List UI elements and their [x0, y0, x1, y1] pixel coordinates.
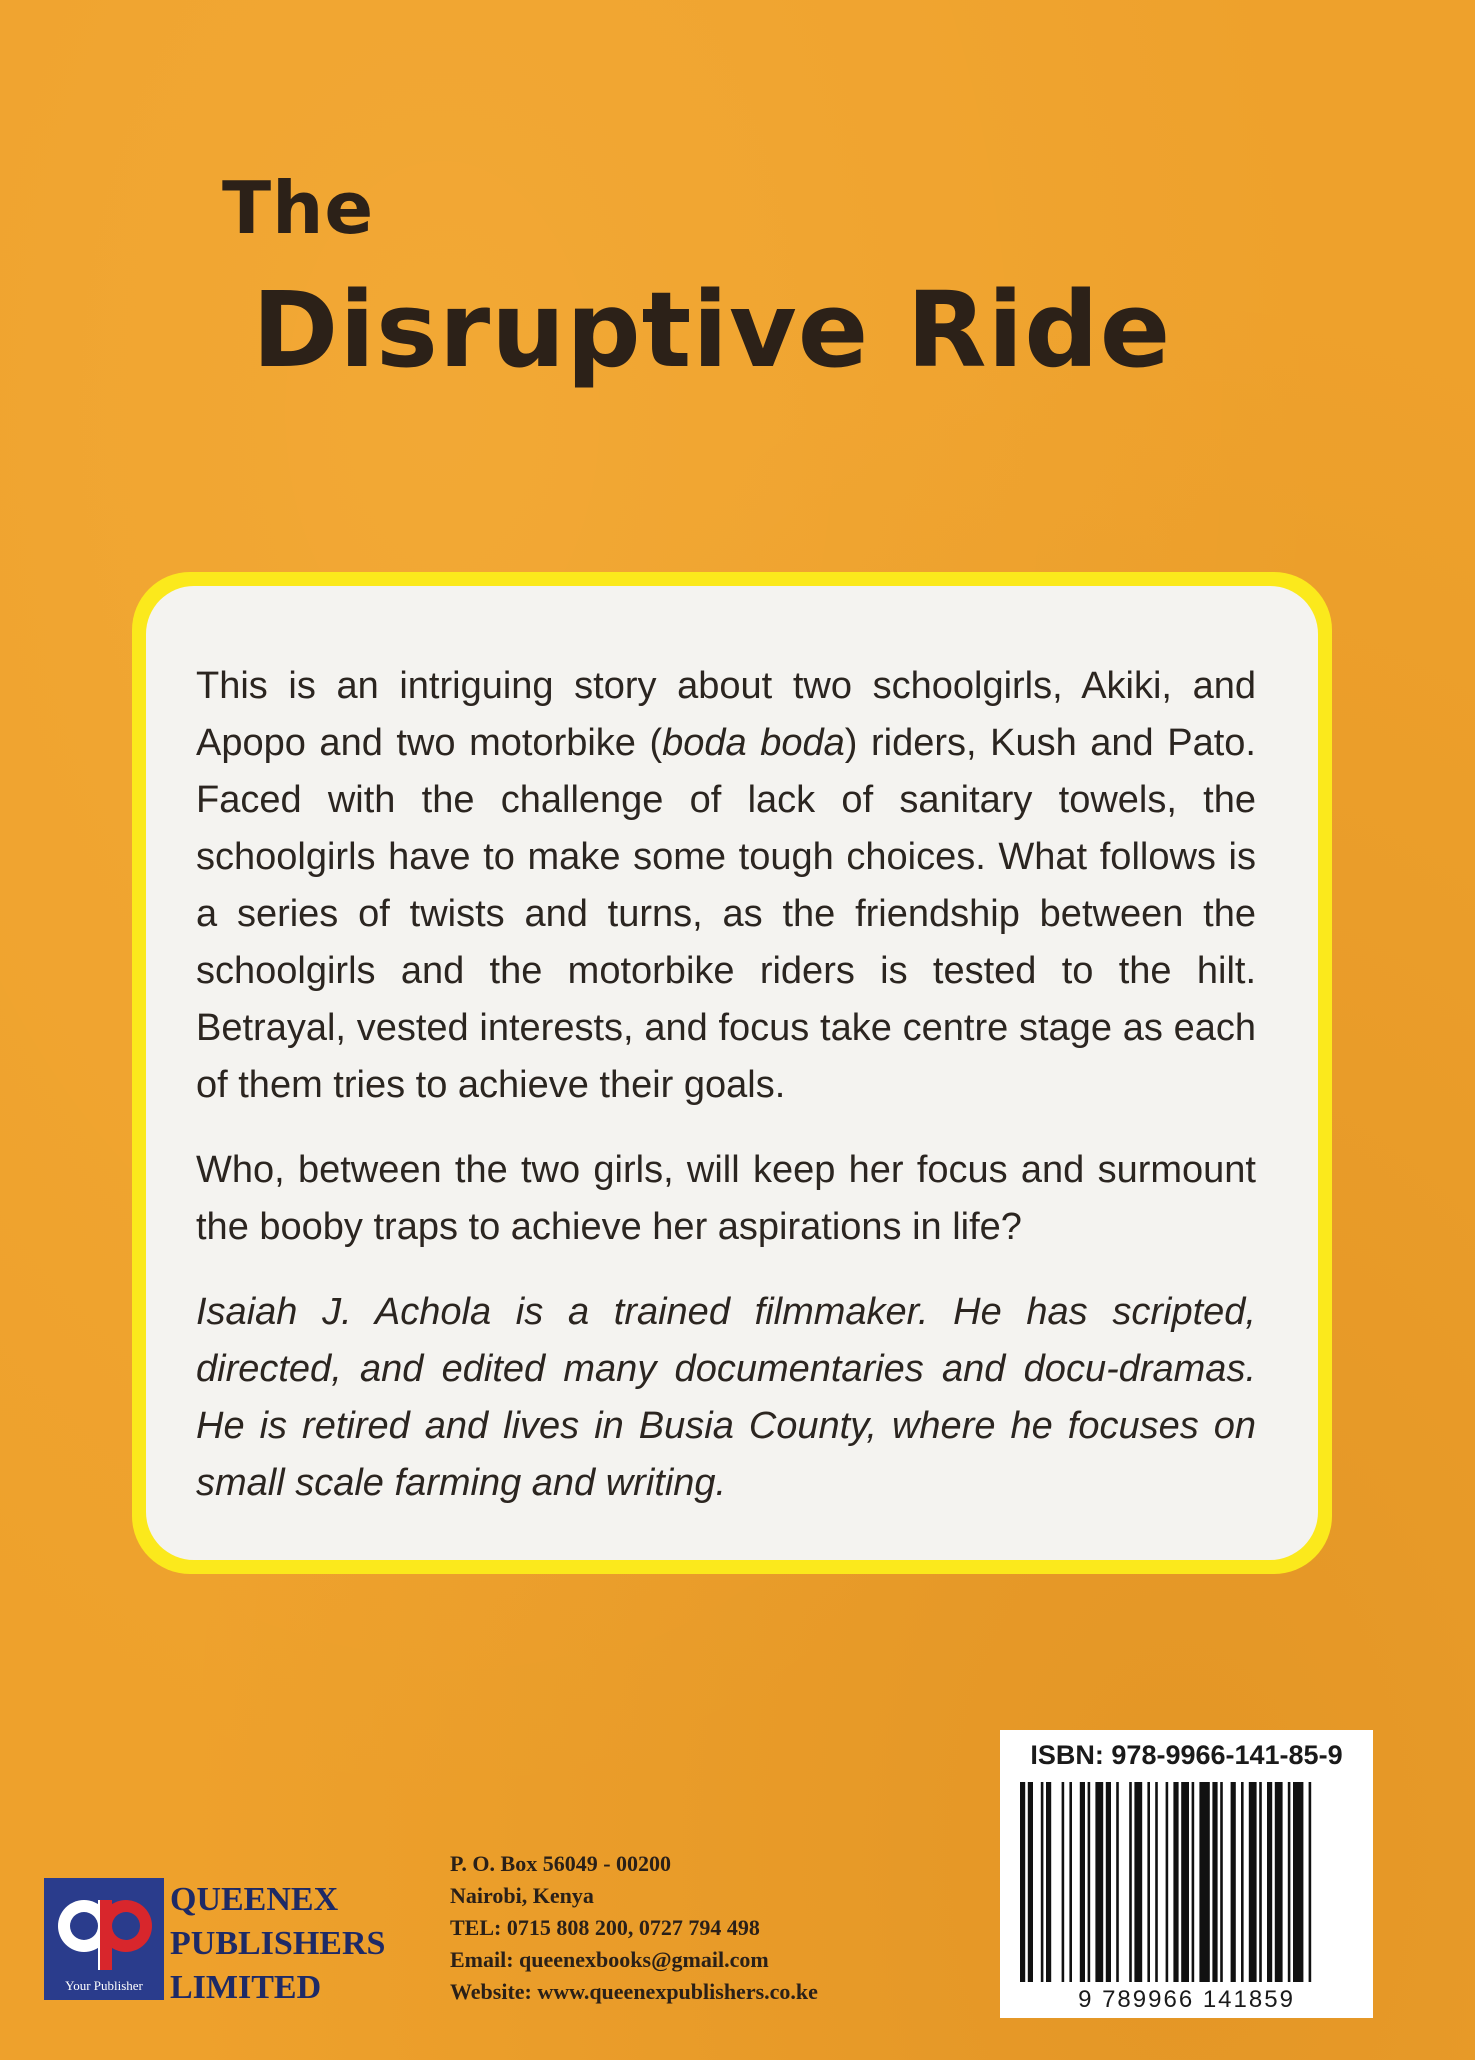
publisher-name-line: LIMITED — [170, 1969, 322, 2006]
blurb-text: ) riders, Kush and Pato. Faced with the challenge of lack of sanitary towels, the schoolgirls have to make some tough choices. What follows is a series of twists and turns, as the friendship between the schoolgirls and the motorbike riders is tested to the hilt. Betrayal, vested interests, and focus take centre stage as each of them tries to achieve their goals. — [196, 722, 1256, 1106]
barcode-bar — [1231, 1782, 1236, 1982]
publisher-contact — [450, 1848, 818, 2008]
barcode-bar — [1069, 1782, 1072, 1982]
barcode-bar — [1147, 1782, 1150, 1982]
barcode-bar — [1181, 1782, 1189, 1982]
barcode-bar — [1199, 1782, 1209, 1982]
barcode-bar — [1309, 1782, 1312, 1982]
barcode-bar — [1212, 1782, 1217, 1982]
barcode-bar — [1220, 1782, 1223, 1982]
logo-tagline: Your Publisher — [65, 1978, 143, 1993]
barcode-bar — [1116, 1782, 1119, 1982]
blurb-text: This is an intriguing story about two schoolgirls, Akiki, and Apopo and two motorbike ( — [196, 665, 1256, 764]
blurb-italic-term: boda boda — [662, 722, 845, 764]
author-bio: Isaiah J. Achola is a trained filmmaker. He has scripted, directed, and edited many documentaries and docu-dramas. He is retired and lives in Busia County, where he focuses on small scale farming and writing. — [196, 1291, 1256, 1504]
barcode-bar — [1134, 1782, 1142, 1982]
barcode-bar — [1028, 1782, 1033, 1982]
barcode-bar — [1088, 1782, 1091, 1982]
barcode-bar — [1267, 1782, 1272, 1982]
barcode-digits: 9 789966 141859 — [1078, 1986, 1295, 2013]
barcode-bar — [1275, 1782, 1283, 1982]
barcode-bar — [1129, 1782, 1132, 1982]
isbn-barcode-block — [1000, 1730, 1373, 2018]
website: Website: www.queenexpublishers.co.ke — [450, 1979, 818, 2004]
publisher-name — [170, 1878, 385, 2010]
publisher-name-line: PUBLISHERS — [170, 1925, 386, 1962]
qp-logo-icon — [44, 1878, 164, 1978]
isbn-label: ISBN: 978-9966-141-85-9 — [1030, 1740, 1343, 1770]
blurb-panel — [146, 586, 1318, 1560]
barcode-bar — [1173, 1782, 1178, 1982]
blurb-paragraph-1 — [196, 658, 1256, 1114]
barcode-bar — [1293, 1782, 1303, 1982]
barcode-bar — [1166, 1782, 1169, 1982]
blurb-paragraph-2: Who, between the two girls, will keep her focus and surmount the booby traps to achieve her aspirations in life? — [196, 1149, 1256, 1248]
barcode-bar — [1259, 1782, 1262, 1982]
email: Email: queenexbooks@gmail.com — [450, 1947, 769, 1972]
barcode — [1016, 1782, 1356, 1994]
barcode-bar — [1288, 1782, 1291, 1982]
barcode-bar — [1020, 1782, 1025, 1982]
barcode-bar — [1046, 1782, 1051, 1982]
title-prefix: The — [222, 166, 375, 250]
barcode-bar — [1041, 1782, 1044, 1982]
barcode-bar — [1062, 1782, 1065, 1982]
barcode-bar — [1095, 1782, 1103, 1982]
book-title: Disruptive Ride — [252, 269, 1172, 391]
city: Nairobi, Kenya — [450, 1883, 594, 1908]
barcode-bar — [1106, 1782, 1111, 1982]
publisher-name-line: QUEENEX — [170, 1881, 339, 1918]
barcode-bar — [1155, 1782, 1158, 1982]
barcode-bar — [1192, 1782, 1195, 1982]
telephone: TEL: 0715 808 200, 0727 794 498 — [450, 1915, 760, 1940]
po-box: P. O. Box 56049 - 00200 — [450, 1851, 672, 1876]
barcode-bar — [1249, 1782, 1257, 1982]
barcode-bar — [1080, 1782, 1085, 1982]
barcode-bar — [1241, 1782, 1244, 1982]
